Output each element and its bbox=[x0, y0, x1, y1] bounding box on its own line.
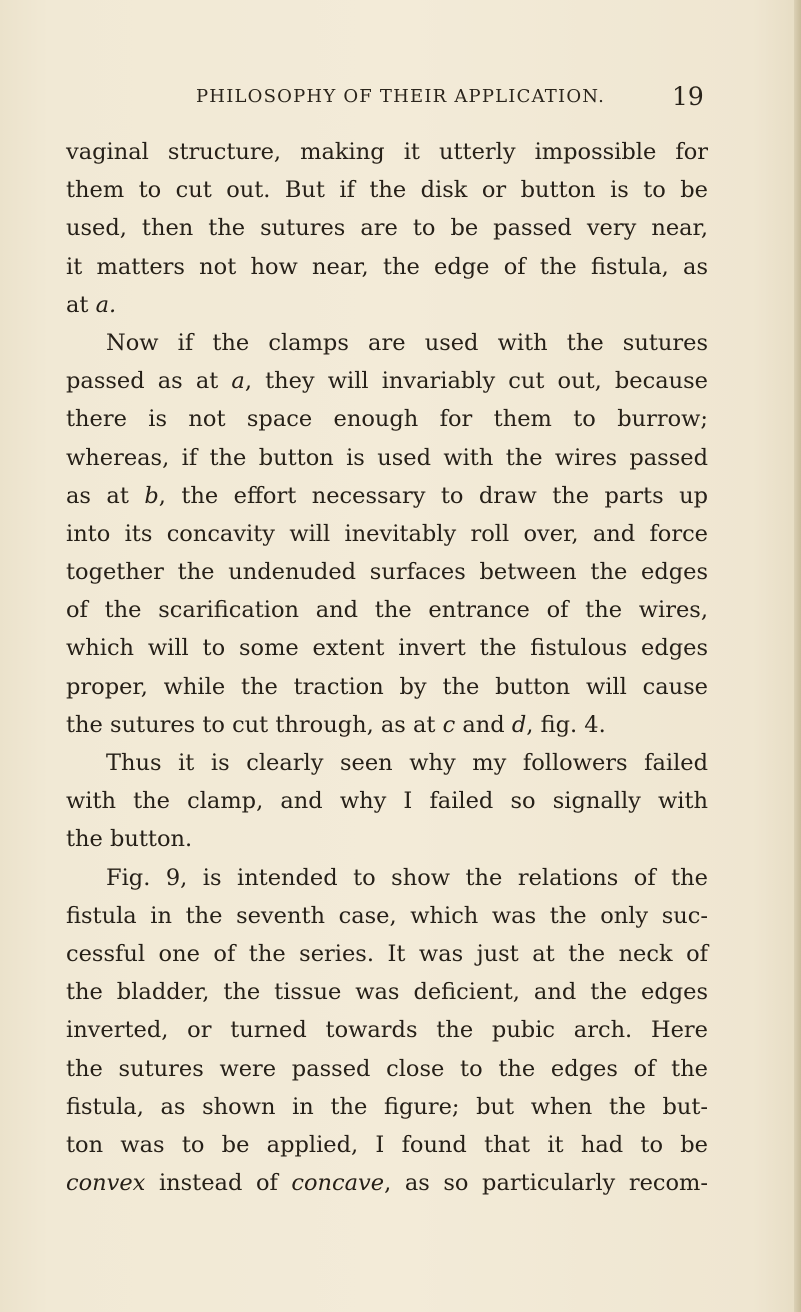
text-line: convex instead of concave, as so particularly recom- bbox=[66, 1170, 708, 1197]
page-edge bbox=[794, 0, 801, 1312]
text-line: of the scarification and the entrance of the wires, bbox=[66, 597, 708, 624]
text-line: the button. bbox=[66, 826, 193, 853]
text-line: into its concavity will inevitably roll over, and force bbox=[66, 520, 708, 547]
text-line: which will to some extent invert the fistulous edges bbox=[66, 635, 708, 662]
text-line: inverted, or turned towards the pubic arch. Here bbox=[66, 1017, 708, 1044]
text-line: the sutures were passed close to the edges of the bbox=[66, 1055, 708, 1082]
text-line: Now if the clamps are used with the sutures bbox=[106, 329, 708, 356]
page-number: 19 bbox=[672, 82, 704, 111]
text-line: whereas, if the button is used with the wires passed bbox=[66, 444, 708, 471]
text-line: together the undenuded surfaces between the edges bbox=[66, 559, 708, 586]
body-text bbox=[66, 133, 708, 1202]
text-line: them to cut out. But if the disk or button is to be bbox=[66, 177, 708, 204]
text-line: at a. bbox=[66, 291, 117, 318]
text-line: it matters not how near, the edge of the fistula, as bbox=[66, 253, 708, 280]
text-line: there is not space enough for them to burrow; bbox=[66, 406, 708, 433]
text-line: ton was to be applied, I found that it had to be bbox=[66, 1131, 708, 1158]
text-line: as at b, the effort necessary to draw the parts up bbox=[66, 482, 708, 509]
text-line: used, then the sutures are to be passed very near, bbox=[66, 215, 708, 242]
text-line: fistula, as shown in the figure; but when the but- bbox=[66, 1093, 708, 1120]
running-head: PHILOSOPHY OF THEIR APPLICATION. bbox=[196, 86, 605, 107]
text-line: the sutures to cut through, as at c and d, fig. 4. bbox=[66, 711, 606, 738]
text-line: vaginal structure, making it utterly impossible for bbox=[66, 139, 708, 165]
text-line: Fig. 9, is intended to show the relations of the bbox=[106, 864, 708, 891]
text-line: cessful one of the series. It was just at the neck of bbox=[66, 940, 708, 967]
text-line: with the clamp, and why I failed so signally with bbox=[66, 788, 708, 815]
text-line: proper, while the traction by the button will cause bbox=[66, 673, 708, 700]
text-line: Thus it is clearly seen why my followers failed bbox=[106, 750, 708, 776]
text-line: fistula in the seventh case, which was the only suc- bbox=[66, 902, 708, 929]
page-header bbox=[0, 82, 801, 112]
text-line: the bladder, the tissue was deficient, and the edges bbox=[66, 979, 708, 1006]
text-line: passed as at a, they will invariably cut out, because bbox=[66, 368, 708, 395]
